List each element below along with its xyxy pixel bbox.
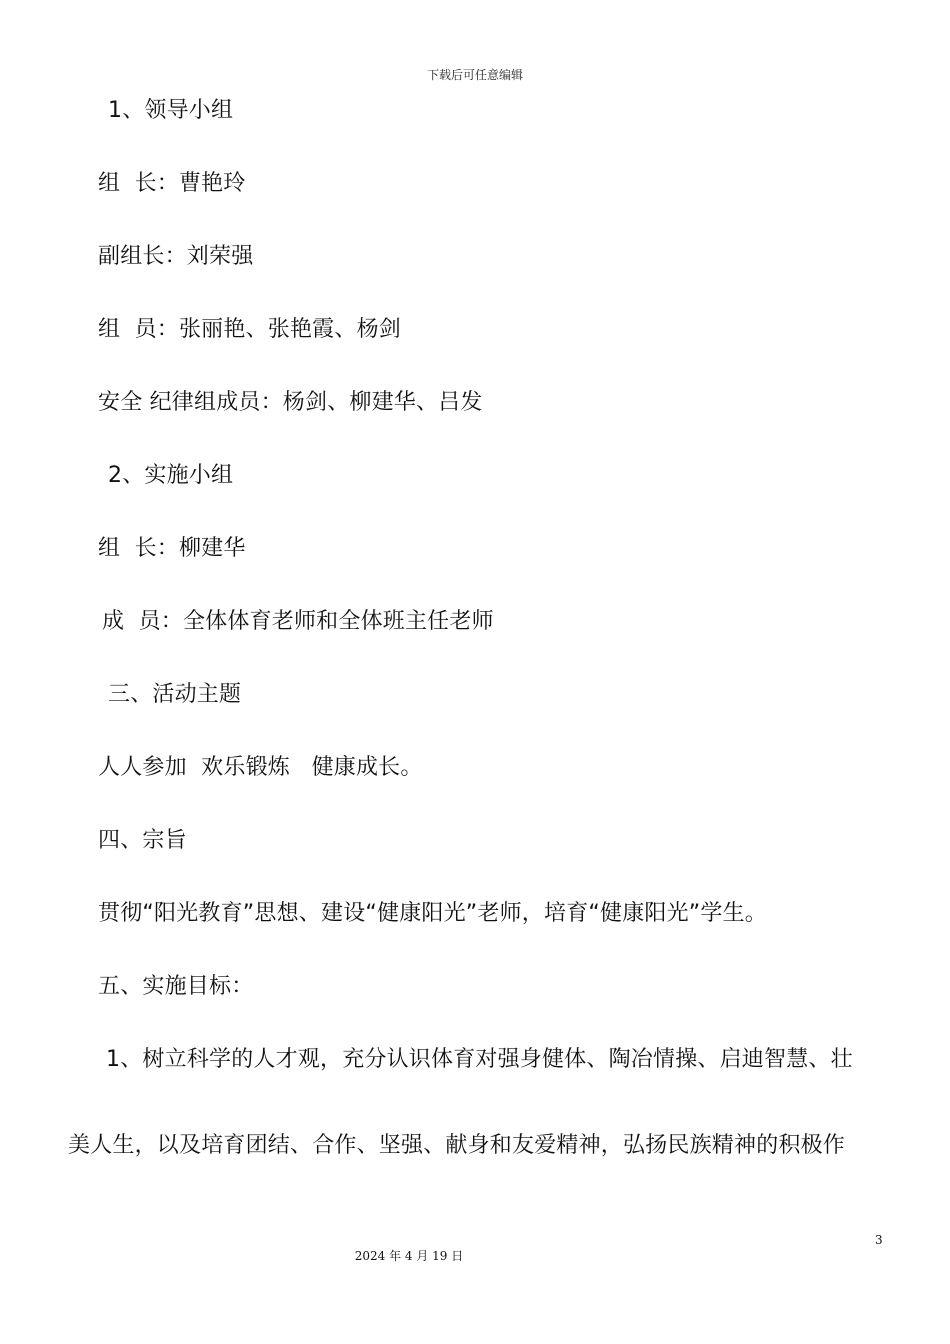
footer-date: 2024 年 4 月 19 日	[354, 1249, 464, 1263]
section-heading-goals: 五、实施目标：	[98, 974, 254, 999]
text-line-theme: 人人参加 欢乐锻炼 健康成长。	[98, 755, 423, 780]
text-line-deputy-leader: 副组长：刘荣强	[98, 244, 254, 269]
text-line-purpose: 贯彻“阳光教育”思想、建设“健康阳光”老师，培育“健康阳光”学生。	[98, 901, 767, 926]
section-heading-purpose: 四、宗旨	[98, 828, 187, 853]
text-line-impl-members: 成 员：全体体育老师和全体班主任老师	[102, 609, 494, 634]
text-line-implementation-group: 2、实施小组	[108, 463, 234, 488]
text-line-goal-1: 1、树立科学的人才观，充分认识体育对强身健体、陶冶情操、启迪智慧、壮	[106, 1047, 853, 1072]
page-number: 3	[875, 1233, 883, 1247]
text-line-safety-group: 安全 纪律组成员：杨剑、柳建华、吕发	[98, 390, 483, 415]
text-line-group-leader: 组 长：曹艳玲	[98, 171, 246, 196]
text-line-members: 组 员：张丽艳、张艳霞、杨剑	[98, 317, 401, 342]
text-line-impl-leader: 组 长：柳建华	[98, 536, 246, 561]
section-heading-theme: 三、活动主题	[108, 682, 242, 707]
page-header: 下载后可任意编辑	[426, 68, 523, 82]
text-line-goal-1-continued: 美人生，以及培育团结、合作、坚强、献身和友爱精神，弘扬民族精神的积极作	[68, 1133, 846, 1158]
text-line-leadership-group: 1、领导小组	[108, 98, 234, 123]
